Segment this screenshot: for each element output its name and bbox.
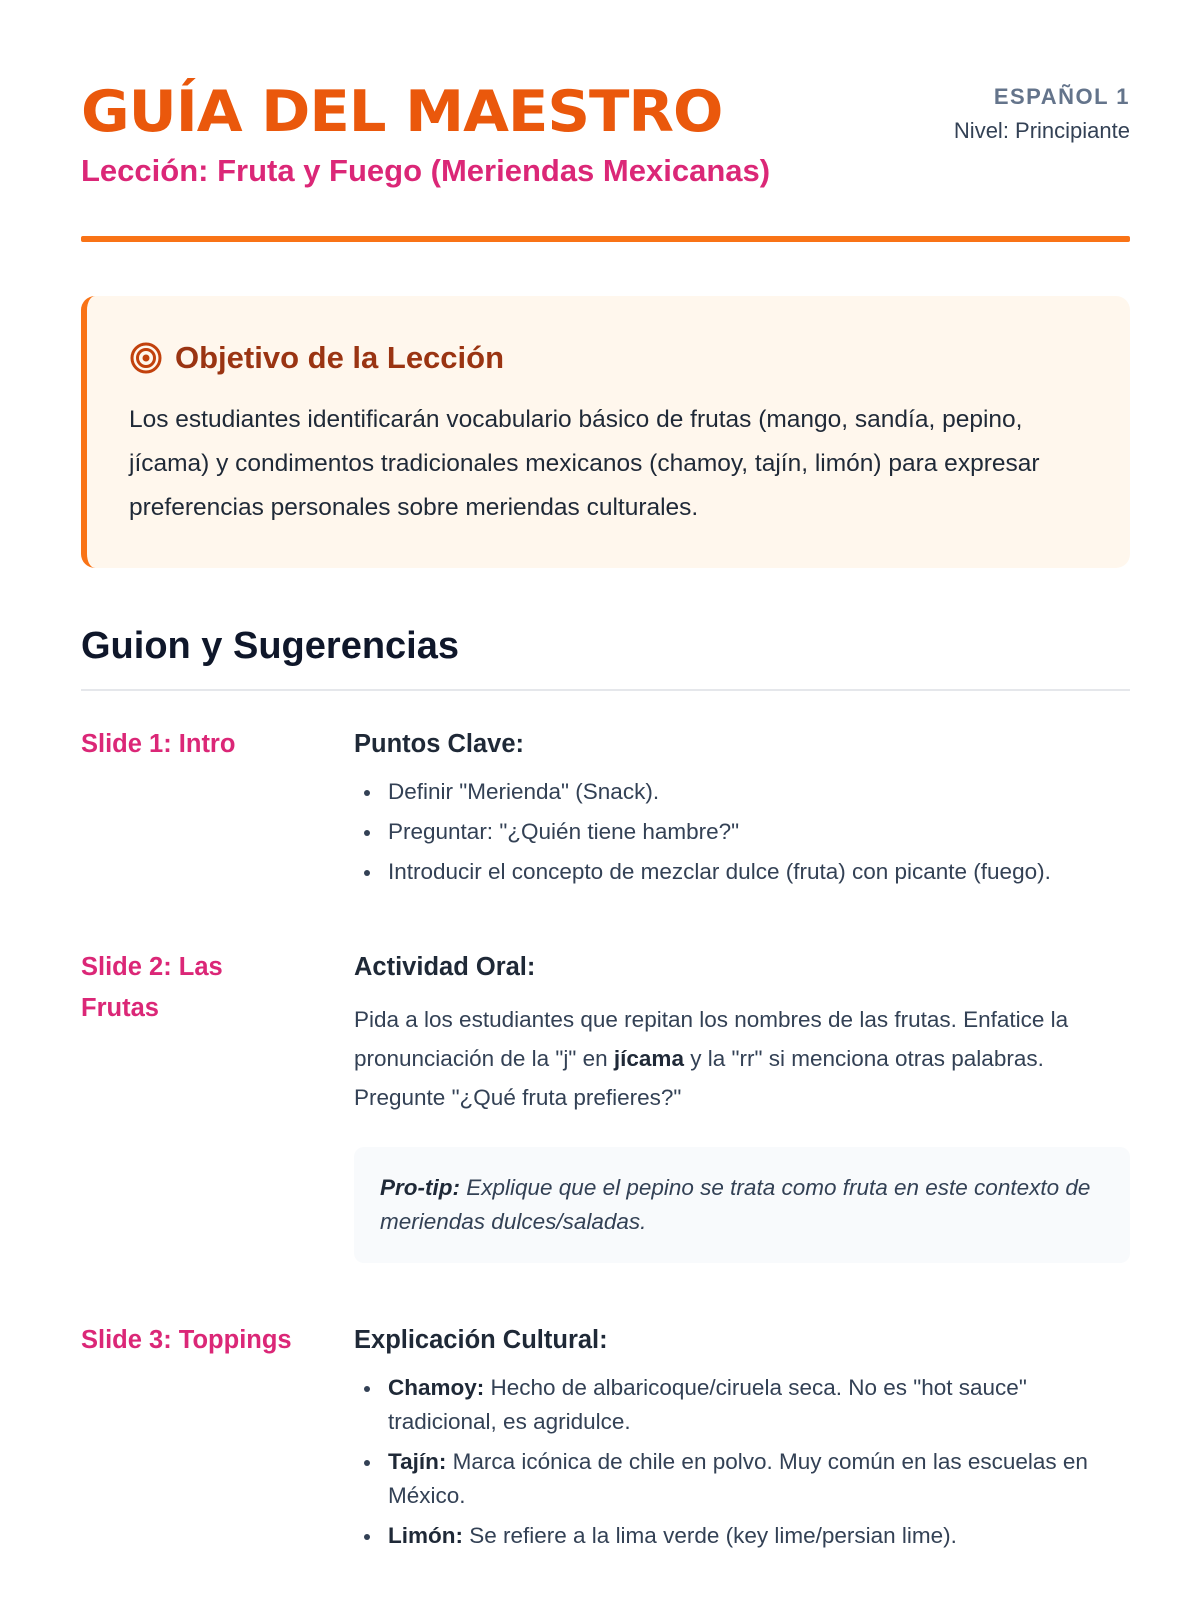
para-text: y la "rr" si menciona otras palabras. Pregunte "¿Qué fruta prefieres?" bbox=[354, 1046, 1044, 1110]
slide-body bbox=[354, 1320, 1130, 1559]
slide-heading: Actividad Oral: bbox=[354, 953, 536, 981]
list-item: Introducir el concepto de mezclar dulce (fruta) con picante (fuego). bbox=[354, 855, 1130, 889]
para-bold-term: jícama bbox=[613, 1046, 684, 1071]
header bbox=[81, 80, 1130, 240]
slide-label: Slide 1: Intro bbox=[81, 730, 236, 758]
term: Tajín: bbox=[388, 1449, 447, 1474]
header-divider bbox=[81, 236, 1130, 242]
term: Chamoy: bbox=[388, 1375, 485, 1400]
section-divider bbox=[81, 689, 1130, 691]
list-item bbox=[354, 1371, 1130, 1439]
protip-label: Pro-tip: bbox=[380, 1175, 460, 1200]
term-text: Se refiere a la lima verde (key lime/persian lime). bbox=[462, 1523, 957, 1548]
page-title: GUÍA DEL MAESTRO bbox=[81, 79, 723, 145]
list-item: Preguntar: "¿Quién tiene hambre?" bbox=[354, 815, 1130, 849]
term-text: Hecho de albaricoque/ciruela seca. No es "hot sauce" tradicional, es agridulce. bbox=[388, 1375, 1027, 1434]
protip-text: Explique que el pepino se trata como fruta en este contexto de meriendas dulces/saladas. bbox=[380, 1175, 1091, 1234]
objective-text: Los estudiantes identificarán vocabulario básico de frutas (mango, sandía, pepino, jícama) y condimentos tradicionales mexicanos (chamoy, tajín, limón) para expresar preferencias personales sobre meriendas culturales. bbox=[129, 406, 1040, 521]
list-item bbox=[354, 1519, 1130, 1553]
para-text: Pida a los estudiantes que repitan los nombres de las frutas. Enfatice la pronunciación de la "j" en bbox=[354, 1007, 1069, 1071]
activity-paragraph bbox=[354, 1000, 1114, 1117]
objective-header bbox=[129, 338, 1090, 378]
slide-body bbox=[354, 724, 1130, 895]
level-label: Nivel: Principiante bbox=[953, 118, 1130, 143]
slide-label: Slide 2: Las Frutas bbox=[81, 953, 223, 1022]
slide-body bbox=[354, 947, 1130, 1263]
list-item bbox=[354, 1445, 1130, 1513]
objective-title: Objetivo de la Lección bbox=[175, 340, 505, 375]
bullet-list bbox=[354, 1371, 1130, 1553]
slide-label: Slide 3: Toppings bbox=[81, 1326, 292, 1354]
term: Limón: bbox=[388, 1523, 463, 1548]
protip-box bbox=[354, 1147, 1130, 1263]
target-icon bbox=[129, 341, 163, 375]
objective-box bbox=[81, 296, 1130, 568]
section-title: Guion y Sugerencias bbox=[81, 625, 459, 667]
term-text: Marca icónica de chile en polvo. Muy común en las escuelas en México. bbox=[388, 1449, 1088, 1508]
bullet-list bbox=[354, 775, 1130, 889]
slide-heading: Explicación Cultural: bbox=[354, 1326, 608, 1354]
course-label: ESPAÑOL 1 bbox=[993, 84, 1130, 109]
lesson-subtitle: Lección: Fruta y Fuego (Meriendas Mexicanas) bbox=[81, 153, 771, 188]
list-item: Definir "Merienda" (Snack). bbox=[354, 775, 1130, 809]
slide-heading: Puntos Clave: bbox=[354, 730, 525, 758]
